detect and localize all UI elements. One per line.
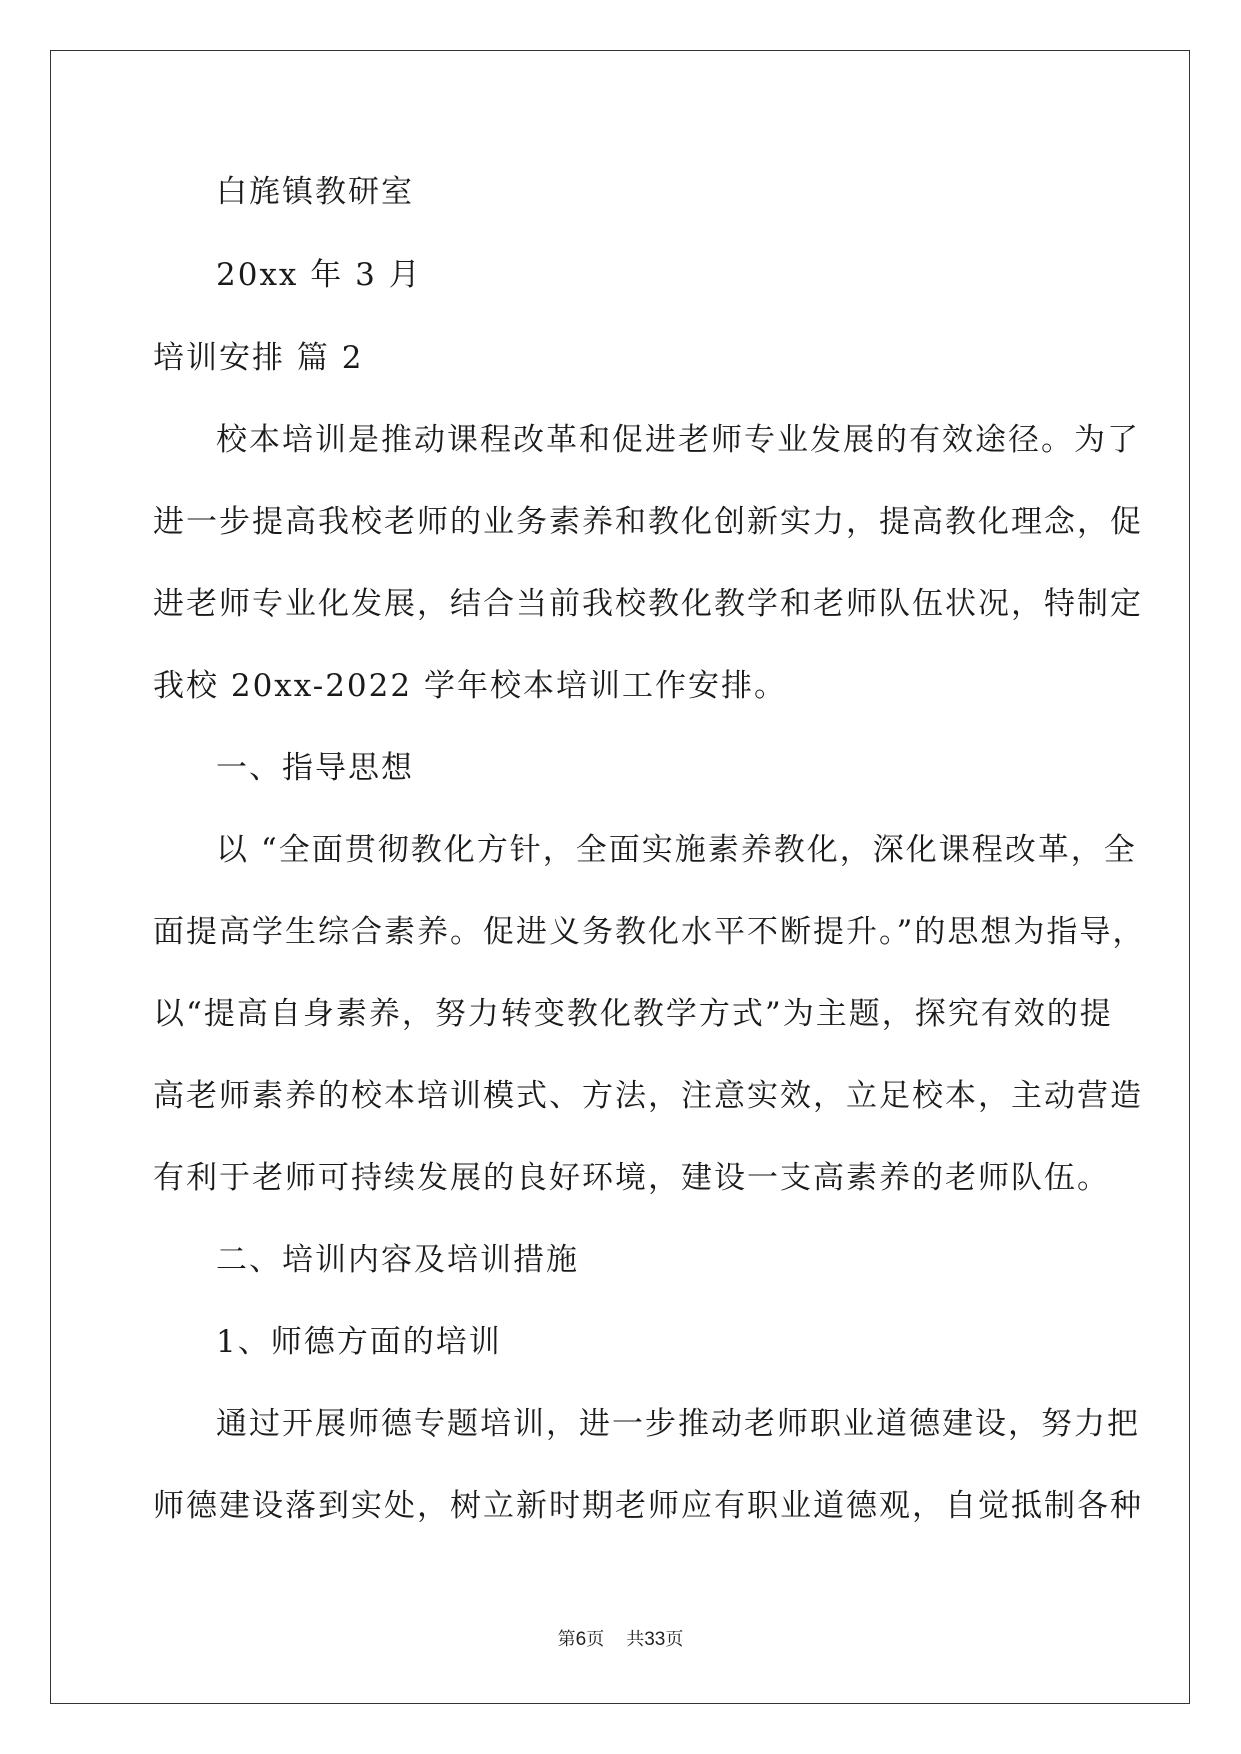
heading-guiding-ideology: 一、指导思想 <box>216 750 414 786</box>
page-footer <box>0 1628 1241 1652</box>
paragraph-line: 有利于老师可持续发展的良好环境，建设一支高素养的老师队伍。 <box>153 1160 1110 1196</box>
footer-total-prefix: 共 <box>626 1629 645 1650</box>
footer-total-pages: 33 <box>644 1629 666 1650</box>
paragraph-line: 以“提高自身素养，努力转变教化教学方式”为主题，探究有效的提 <box>153 996 1113 1032</box>
heading-training-content: 二、培训内容及培训措施 <box>216 1242 579 1278</box>
paragraph-line: 师德建设落到实处，树立新时期老师应有职业道德观，自觉抵制各种 <box>153 1488 1143 1524</box>
paragraph-line: 高老师素养的校本培训模式、方法，注意实效，立足校本，主动营造 <box>153 1078 1143 1114</box>
signature-date: 20xx 年 3 月 <box>216 257 422 293</box>
footer-total-suffix: 页 <box>665 1629 684 1650</box>
paragraph-line: 面提高学生综合素养。促进义务教化水平不断提升。”的思想为指导， <box>153 914 1146 950</box>
footer-page-suffix: 页 <box>586 1629 605 1650</box>
footer-page-number: 6 <box>575 1629 587 1650</box>
paragraph-line: 我校 20xx-2022 学年校本培训工作安排。 <box>153 668 787 704</box>
subheading-ethics-training: 1、师德方面的培训 <box>216 1324 502 1360</box>
footer-prefix: 第 <box>557 1629 576 1650</box>
paragraph-line: 通过开展师德专题培训，进一步推动老师职业道德建设，努力把 <box>216 1406 1140 1442</box>
paragraph-line: 进老师专业化发展，结合当前我校教化教学和老师队伍状况，特制定 <box>153 586 1143 622</box>
section-title: 培训安排 篇 2 <box>153 340 364 376</box>
paragraph-line: 校本培训是推动课程改革和促进老师专业发展的有效途径。为了 <box>216 422 1140 458</box>
signature-org: 白旄镇教研室 <box>216 174 414 210</box>
paragraph-line: 进一步提高我校老师的业务素养和教化创新实力，提高教化理念，促 <box>153 504 1143 540</box>
paragraph-line: 以 “全面贯彻教化方针，全面实施素养教化，深化课程改革，全 <box>216 832 1137 868</box>
page-frame <box>50 50 1190 1704</box>
